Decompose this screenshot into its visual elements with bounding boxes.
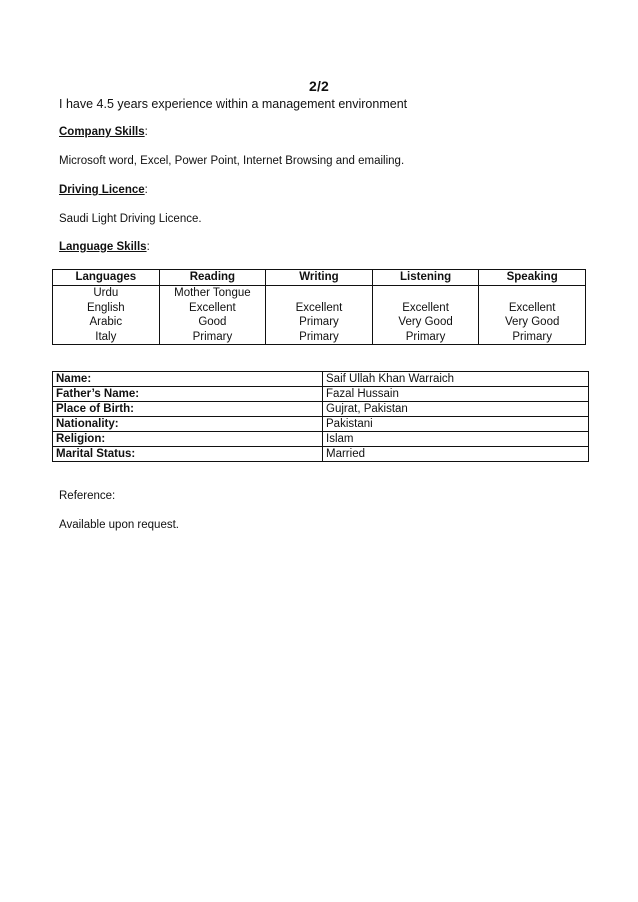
table-cell: Excellent xyxy=(479,301,586,316)
nationality-label: Nationality: xyxy=(53,417,323,432)
marital-status-value: Married xyxy=(323,447,589,462)
table-cell: Excellent xyxy=(159,301,266,316)
experience-intro: I have 4.5 years experience within a management environment xyxy=(59,97,408,111)
personal-details-table xyxy=(52,371,589,462)
table-cell: Mother Tongue xyxy=(159,286,266,301)
reference-heading: Reference: xyxy=(59,490,116,502)
table-cell: Very Good xyxy=(372,315,479,330)
company-skills-colon: : xyxy=(144,126,148,138)
driving-licence-colon: : xyxy=(144,184,148,196)
religion-label: Religion: xyxy=(53,432,323,447)
table-row xyxy=(53,330,586,345)
table-cell: Arabic xyxy=(53,315,160,330)
table-cell xyxy=(372,286,479,301)
name-value: Saif Ullah Khan Warraich xyxy=(323,372,589,387)
table-cell: Primary xyxy=(159,330,266,345)
table-cell: Primary xyxy=(266,315,373,330)
table-row xyxy=(53,387,589,402)
table-cell xyxy=(479,286,586,301)
fathers-name-value: Fazal Hussain xyxy=(323,387,589,402)
table-row xyxy=(53,402,589,417)
place-of-birth-value: Gujrat, Pakistan xyxy=(323,402,589,417)
language-table-header-row xyxy=(53,270,586,286)
table-row xyxy=(53,301,586,316)
table-cell: Primary xyxy=(372,330,479,345)
table-row xyxy=(53,447,589,462)
place-of-birth-label: Place of Birth: xyxy=(53,402,323,417)
language-skills-colon: : xyxy=(146,241,150,253)
header-speaking: Speaking xyxy=(479,270,586,286)
company-skills-heading xyxy=(59,126,148,138)
language-skills-heading xyxy=(59,241,150,253)
table-cell: English xyxy=(53,301,160,316)
header-listening: Listening xyxy=(372,270,479,286)
driving-licence-title: Driving Licence xyxy=(59,184,145,196)
table-cell: Very Good xyxy=(479,315,586,330)
table-cell: Excellent xyxy=(372,301,479,316)
header-writing: Writing xyxy=(266,270,373,286)
table-row xyxy=(53,432,589,447)
reference-text: Available upon request. xyxy=(59,519,179,531)
table-row xyxy=(53,372,589,387)
religion-value: Islam xyxy=(323,432,589,447)
table-cell: Excellent xyxy=(266,301,373,316)
table-cell: Good xyxy=(159,315,266,330)
table-cell: Primary xyxy=(266,330,373,345)
header-languages: Languages xyxy=(53,270,160,286)
fathers-name-label: Father’s Name: xyxy=(53,387,323,402)
marital-status-label: Marital Status: xyxy=(53,447,323,462)
driving-licence-text: Saudi Light Driving Licence. xyxy=(59,213,202,225)
page-number: 2/2 xyxy=(308,78,330,94)
table-row xyxy=(53,315,586,330)
nationality-value: Pakistani xyxy=(323,417,589,432)
name-label: Name: xyxy=(53,372,323,387)
company-skills-title: Company Skills xyxy=(59,126,145,138)
table-cell: Urdu xyxy=(53,286,160,301)
table-row xyxy=(53,417,589,432)
table-row xyxy=(53,286,586,301)
header-reading: Reading xyxy=(159,270,266,286)
driving-licence-heading xyxy=(59,184,148,196)
table-cell: Primary xyxy=(479,330,586,345)
company-skills-text: Microsoft word, Excel, Power Point, Internet Browsing and emailing. xyxy=(59,155,405,167)
language-skills-title: Language Skills xyxy=(59,241,147,253)
table-cell: Italy xyxy=(53,330,160,345)
table-cell xyxy=(266,286,373,301)
language-skills-table xyxy=(52,269,586,345)
